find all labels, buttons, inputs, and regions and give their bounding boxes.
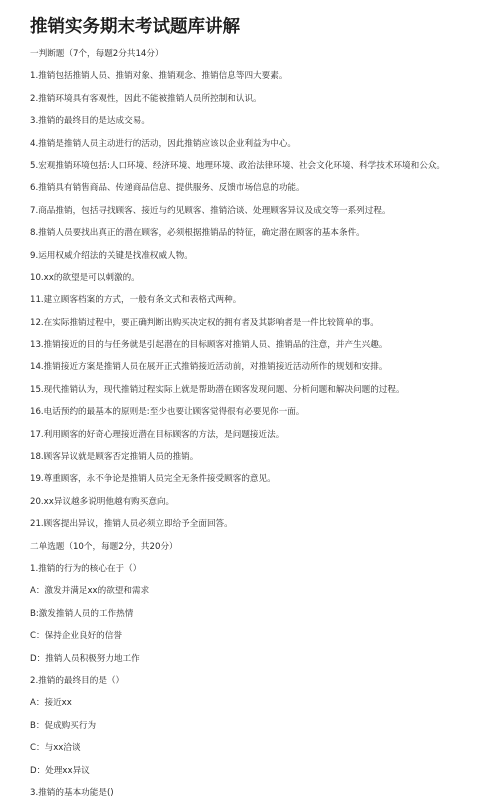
text-line: A：接近xx bbox=[30, 698, 72, 709]
text-line: 10.xx的欲望是可以刺激的。 bbox=[30, 272, 140, 283]
text-line: 4.推销是推销人员主动进行的活动，因此推销应该以企业利益为中心。 bbox=[30, 138, 297, 149]
text-line: 12.在实际推销过程中，要正确判断出购买决定权的拥有者及其影响者是一件比较简单的事。 bbox=[30, 317, 379, 328]
text-line: 15.现代推销认为，现代推销过程实际上就是帮助潜在顾客发现问题、分析问题和解决问题的过程。 bbox=[30, 384, 405, 395]
text-line: 16.电话预约的最基本的原则是:至少也要让顾客觉得很有必要见你一面。 bbox=[30, 407, 305, 418]
text-line: B：促成购买行为 bbox=[30, 720, 97, 731]
text-line: A：激发并满足xx的欲望和需求 bbox=[30, 586, 150, 597]
text-line: 二单选题（10个，每题2分，共20分） bbox=[30, 541, 178, 552]
text-line: 3.推销的基本功能是() bbox=[30, 787, 114, 798]
text-line: 8.推销人员要找出真正的潜在顾客，必须根据推销品的特征，确定潜在顾客的基本条件。 bbox=[30, 228, 365, 239]
text-line: 3.推销的最终目的是达成交易。 bbox=[30, 116, 150, 127]
text-line: 11.建立顾客档案的方式，一般有条文式和表格式两种。 bbox=[30, 295, 242, 306]
text-line: D：处理xx异议 bbox=[30, 765, 90, 776]
text-line: 19.尊重顾客，永不争论是推销人员完全无条件接受顾客的意见。 bbox=[30, 474, 276, 485]
text-line: 18.顾客异议就是顾客否定推销人员的推销。 bbox=[30, 452, 199, 463]
text-line: 2.推销的最终目的是（） bbox=[30, 675, 125, 686]
text-line: 一判断题（7个，每题2分共14分） bbox=[30, 49, 164, 59]
text-line: C：保持企业良好的信誉 bbox=[30, 631, 122, 642]
text-line: 1.推销的行为的核心在于（） bbox=[30, 563, 142, 574]
document-title: 推销实务期末考试题库讲解 bbox=[30, 17, 240, 37]
text-line: 9.运用权威介绍法的关键是找准权威人物。 bbox=[30, 250, 193, 261]
text-line: D：推销人员积极努力地工作 bbox=[30, 653, 140, 664]
text-line: 20.xx异议越多说明他越有购买意向。 bbox=[30, 496, 175, 507]
text-line: B:激发推销人员的工作热情 bbox=[30, 608, 134, 619]
text-line: 7.商品推销，包括寻找顾客、接近与约见顾客、推销洽谈、处理顾客异议及成交等一系列过程。 bbox=[30, 205, 391, 216]
text-line: 2.推销环境具有客观性，因此不能被推销人员所控制和认识。 bbox=[30, 93, 262, 104]
text-line: 14.推销接近方案是推销人员在展开正式推销接近活动前，对推销接近活动所作的规划和安排。 bbox=[30, 362, 388, 373]
text-line: 6.推销具有销售商品、传递商品信息、提供服务、反馈市场信息的功能。 bbox=[30, 183, 305, 194]
text-line: 13.推销接近的目的与任务就是引起潜在的目标顾客对推销人员、推销品的注意，并产生兴趣。 bbox=[30, 340, 388, 351]
text-line: 17.利用顾客的好奇心理接近潜在目标顾客的方法，是问题接近法。 bbox=[30, 429, 285, 440]
text-line: 1.推销包括推销人员、推销对象、推销观念、推销信息等四大要素。 bbox=[30, 71, 288, 82]
document-body bbox=[30, 48, 474, 799]
text-line: 5.宏观推销环境包括:人口环境、经济环境、地理环境、政治法律环境、社会文化环境、科学技术环境和公众。 bbox=[30, 160, 446, 171]
text-line: 21.顾客提出异议，推销人员必须立即给予全面回答。 bbox=[30, 519, 233, 530]
text-line: C：与xx洽谈 bbox=[30, 743, 81, 754]
